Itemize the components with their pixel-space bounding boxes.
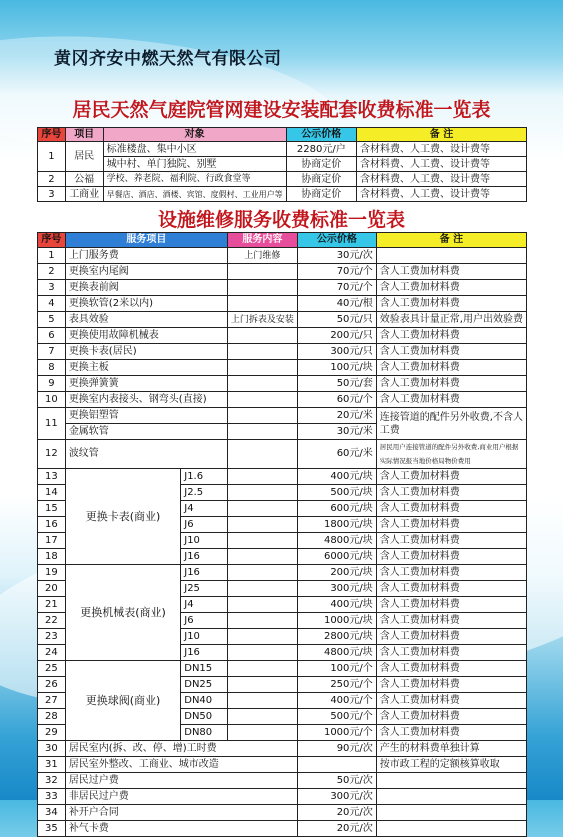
table-row: [38, 328, 527, 344]
row-note: 含人工费加材料费: [376, 485, 526, 501]
row-content: [227, 549, 297, 565]
row-note: 含人工费加材料费: [376, 677, 526, 693]
row-price: 200元/只: [297, 328, 376, 344]
header-note: 备 注: [376, 233, 526, 248]
table-row: [38, 821, 527, 837]
row-no: 5: [38, 312, 66, 328]
company-name: 黄冈齐安中燃天然气有限公司: [54, 49, 282, 69]
row-note: 含人工费加材料费: [376, 533, 526, 549]
table-row: [38, 773, 527, 789]
card-meter-group: [38, 469, 527, 565]
row-price: 50元/套: [297, 376, 376, 392]
row-no: 11: [38, 408, 66, 440]
row-note: 按市政工程的定额核算收取: [376, 757, 526, 773]
row-content: [227, 376, 297, 392]
row-note: [376, 805, 526, 821]
row-note: 含人工费加材料费: [376, 392, 526, 408]
row-note: 含人工费加材料费: [376, 549, 526, 565]
row-content: [227, 517, 297, 533]
row-content: [227, 485, 297, 501]
row-object: 学校、养老院、福利院、行政食堂等: [103, 172, 286, 187]
header-service-content: 服务内容: [227, 233, 297, 248]
row-note: 含人工费加材料费: [376, 725, 526, 741]
row-content: [227, 565, 297, 581]
header-item: 项目: [65, 128, 103, 142]
row-price: 50元/次: [297, 773, 376, 789]
row-no: 16: [38, 517, 66, 533]
row-spec: J10: [181, 629, 228, 645]
row-content: [227, 264, 297, 280]
row-item: 更换室内表接头、钢弯头(直接): [65, 392, 227, 408]
row-no: 10: [38, 392, 66, 408]
row-price: 1800元/块: [297, 517, 376, 533]
row-content: [227, 501, 297, 517]
row-spec: DN15: [181, 661, 228, 677]
table-row: [38, 757, 527, 773]
row-no: 27: [38, 693, 66, 709]
table-row: [38, 360, 527, 376]
row-spec: DN40: [181, 693, 228, 709]
row-content: [227, 709, 297, 725]
row-content: [227, 661, 297, 677]
row-no: 2: [38, 172, 66, 187]
row-price: 200元/块: [297, 565, 376, 581]
row-object: 早餐店、酒店、酒楼、宾馆、度假村、工业用户等: [103, 187, 286, 202]
row-price: 60元/个: [297, 392, 376, 408]
header-price: 公示价格: [297, 233, 376, 248]
row-no: 33: [38, 789, 66, 805]
row-no: 25: [38, 661, 66, 677]
row-note: 含人工费加材料费: [376, 629, 526, 645]
row-content: [227, 645, 297, 661]
table-row: [38, 280, 527, 296]
service-tail-rows: [38, 741, 527, 837]
row-note: [376, 789, 526, 805]
row-spec: DN50: [181, 709, 228, 725]
group-label: 更换球阀(商业): [65, 661, 180, 741]
row-object: 标准楼盘、集中小区: [103, 142, 286, 157]
row-item: 更换使用故障机械表: [65, 328, 227, 344]
table-row: [38, 248, 527, 264]
row-item: 居民过户费: [65, 773, 297, 789]
table-row: [38, 172, 527, 187]
row-spec: J4: [181, 597, 228, 613]
row-price: 40元/根: [297, 296, 376, 312]
table-row: [38, 661, 527, 677]
row-no: 35: [38, 821, 66, 837]
table-row: [38, 741, 527, 757]
row-item: 更换软管(2米以内): [65, 296, 227, 312]
row-no: 3: [38, 280, 66, 296]
row-price: 400元/个: [297, 693, 376, 709]
row-note: 含人工费加材料费: [376, 645, 526, 661]
table-row: [38, 157, 527, 172]
service-fee-title: 设施维修服务收费标准一览表: [157, 209, 405, 231]
row-note: 含人工费加材料费: [376, 376, 526, 392]
row-price: 2280元/户: [286, 142, 356, 157]
row-note: [376, 821, 526, 837]
service-basic-rows: [38, 248, 527, 408]
row-no: 19: [38, 565, 66, 581]
row-price: 1000元/个: [297, 725, 376, 741]
row-note: 含人工费加材料费: [376, 581, 526, 597]
row-content: [227, 344, 297, 360]
ball-valve-group: [38, 661, 527, 741]
row-price: 100元/个: [297, 661, 376, 677]
install-header-row: [38, 128, 527, 142]
row-note: 含人工费加材料费: [376, 613, 526, 629]
row-price: 250元/个: [297, 677, 376, 693]
group-label: 更换卡表(商业): [65, 469, 180, 565]
row-no: 20: [38, 581, 66, 597]
row-no: 30: [38, 741, 66, 757]
row-content: [227, 677, 297, 693]
row-content: [227, 469, 297, 485]
row-price: 4800元/块: [297, 645, 376, 661]
row-spec: J10: [181, 533, 228, 549]
row-spec: J6: [181, 613, 228, 629]
row-price: 协商定价: [286, 172, 356, 187]
row-spec: J4: [181, 501, 228, 517]
row-price: 4800元/块: [297, 533, 376, 549]
row-item: 更换室内尾阀: [65, 264, 227, 280]
row-content: 上门维修: [227, 248, 297, 264]
row-note: 含材料费、人工费、设计费等: [357, 187, 527, 202]
row-price: 300元/只: [297, 344, 376, 360]
row-no: 17: [38, 533, 66, 549]
row-price: 300元/次: [297, 789, 376, 805]
table-row: [38, 187, 527, 202]
row-note: 连接管道的配件另外收费,不含人工费: [376, 408, 526, 440]
table-row: [38, 312, 527, 328]
row-no: 18: [38, 549, 66, 565]
row-note: 含人工费加材料费: [376, 360, 526, 376]
row-note: 含人工费加材料费: [376, 328, 526, 344]
service-fee-table: [37, 232, 527, 837]
table-row: [38, 392, 527, 408]
row-item: 更换弹簧簧: [65, 376, 227, 392]
table-row: [38, 296, 527, 312]
mechanical-meter-group: [38, 565, 527, 661]
row-no: 12: [38, 440, 66, 469]
table-row: [38, 344, 527, 360]
row-note: 产生的材料费单独计算: [376, 741, 526, 757]
row-note: 含人工费加材料费: [376, 597, 526, 613]
row-no: 29: [38, 725, 66, 741]
row-no: 26: [38, 677, 66, 693]
row-item: 更换卡表(居民): [65, 344, 227, 360]
group-label: 更换机械表(商业): [65, 565, 180, 661]
row-content: [227, 725, 297, 741]
row-price: 6000元/块: [297, 549, 376, 565]
row-price: 400元/块: [297, 597, 376, 613]
row-content: [227, 328, 297, 344]
row-price: 500元/块: [297, 485, 376, 501]
row-price: 协商定价: [286, 187, 356, 202]
row-price: 500元/个: [297, 709, 376, 725]
service-header-row: [38, 233, 527, 248]
row-note: 含人工费加材料费: [376, 344, 526, 360]
row-price: 30元/次: [297, 248, 376, 264]
row-price: 90元/次: [297, 741, 376, 757]
row-object: 城中村、单门独院、别墅: [103, 157, 286, 172]
row-content: [227, 629, 297, 645]
row-item: 上门服务费: [65, 248, 227, 264]
row-note: 含人工费加材料费: [376, 565, 526, 581]
row-price: 60元/米: [297, 440, 376, 469]
row-item: 工商业: [65, 187, 103, 202]
row-no: 8: [38, 360, 66, 376]
row-item: 金属软管: [65, 424, 227, 440]
row-content: [227, 360, 297, 376]
row-price: 20元/次: [297, 821, 376, 837]
row-item: 补开户合同: [65, 805, 297, 821]
row-item: 非居民过户费: [65, 789, 297, 805]
row-spec: DN80: [181, 725, 228, 741]
row-no: 22: [38, 613, 66, 629]
row-note: 含人工费加材料费: [376, 280, 526, 296]
row-spec: J1.6: [181, 469, 228, 485]
row-no: 1: [38, 248, 66, 264]
row-price: [297, 757, 376, 773]
row-content: [227, 613, 297, 629]
table-row: [38, 142, 527, 157]
row-note: 效验表具计量正常,用户出效验费: [376, 312, 526, 328]
row-note: 含人工费加材料费: [376, 661, 526, 677]
row-content: [227, 597, 297, 613]
row-content: [227, 296, 297, 312]
install-fee-table: [37, 127, 527, 202]
row-note: 含人工费加材料费: [376, 296, 526, 312]
row-price: 400元/块: [297, 469, 376, 485]
row-no: 13: [38, 469, 66, 485]
row-spec: J16: [181, 645, 228, 661]
row-item: 表具效验: [65, 312, 227, 328]
table-row: [38, 264, 527, 280]
row-price: 20元/米: [297, 408, 376, 424]
table-row: [38, 469, 527, 485]
row-price: 100元/块: [297, 360, 376, 376]
row-no: 4: [38, 296, 66, 312]
row-spec: DN25: [181, 677, 228, 693]
row-note: [376, 248, 526, 264]
row-price: 600元/块: [297, 501, 376, 517]
row-price: 协商定价: [286, 157, 356, 172]
row-note: 含材料费、人工费、设计费等: [357, 172, 527, 187]
row-no: 28: [38, 709, 66, 725]
row-item: 居民室外整改、工商业、城市改造: [65, 757, 297, 773]
row-item: 波纹管: [65, 440, 227, 469]
row-item: 更换主板: [65, 360, 227, 376]
row-price: 2800元/块: [297, 629, 376, 645]
row-price: 70元/个: [297, 264, 376, 280]
row-note: 含人工费加材料费: [376, 517, 526, 533]
table-row: [38, 440, 527, 469]
row-item: 更换铝塑管: [65, 408, 227, 424]
row-note: 含人工费加材料费: [376, 469, 526, 485]
row-content: [227, 581, 297, 597]
row-no: 31: [38, 757, 66, 773]
row-no: 24: [38, 645, 66, 661]
row-note: 含人工费加材料费: [376, 501, 526, 517]
row-note: 含人工费加材料费: [376, 264, 526, 280]
row-content: [227, 280, 297, 296]
row-content: [227, 693, 297, 709]
row-price: 70元/个: [297, 280, 376, 296]
row-no: 14: [38, 485, 66, 501]
row-note: 居民用户连接管道的配件另外收费,商业用户根据实际情况报当地价格局物价费用: [376, 440, 526, 469]
row-price: 300元/块: [297, 581, 376, 597]
row-note: 含材料费、人工费、设计费等: [357, 157, 527, 172]
header-price: 公示价格: [286, 128, 356, 142]
row-content: 上门拆表及安装: [227, 312, 297, 328]
table-row: [38, 376, 527, 392]
row-no: 21: [38, 597, 66, 613]
header-service-item: 服务项目: [65, 233, 227, 248]
row-no: 9: [38, 376, 66, 392]
row-price: 50元/只: [297, 312, 376, 328]
row-price: 1000元/块: [297, 613, 376, 629]
row-spec: J2.5: [181, 485, 228, 501]
row-note: 含人工费加材料费: [376, 693, 526, 709]
table-row: [38, 565, 527, 581]
header-note: 备 注: [357, 128, 527, 142]
row-item: 公福: [65, 172, 103, 187]
row-spec: J16: [181, 549, 228, 565]
install-fee-title: 居民天然气庭院管网建设安装配套收费标准一览表: [72, 99, 491, 121]
header-no: 序号: [38, 128, 66, 142]
row-no: 2: [38, 264, 66, 280]
row-item: 补气卡费: [65, 821, 297, 837]
row-no: 7: [38, 344, 66, 360]
row-note: 含人工费加材料费: [376, 709, 526, 725]
row-no: 32: [38, 773, 66, 789]
row-no: 15: [38, 501, 66, 517]
row-price: 30元/米: [297, 424, 376, 440]
row-note: [376, 773, 526, 789]
row-spec: J16: [181, 565, 228, 581]
row-spec: J6: [181, 517, 228, 533]
table-row: [38, 805, 527, 821]
row-item: 居民室内(拆、改、停、增)工时费: [65, 741, 297, 757]
row-item: 更换表前阀: [65, 280, 227, 296]
row-content: [227, 533, 297, 549]
row-no: 1: [38, 142, 66, 172]
row-no: 6: [38, 328, 66, 344]
header-no: 序号: [38, 233, 66, 248]
table-row: [38, 789, 527, 805]
row-item: 居民: [65, 142, 103, 172]
table-row: [38, 408, 527, 424]
row-spec: J25: [181, 581, 228, 597]
row-no: 3: [38, 187, 66, 202]
row-note: 含材料费、人工费、设计费等: [357, 142, 527, 157]
row-no: 34: [38, 805, 66, 821]
row-price: 20元/次: [297, 805, 376, 821]
row-no: 23: [38, 629, 66, 645]
row-content: [227, 392, 297, 408]
header-object: 对象: [103, 128, 286, 142]
